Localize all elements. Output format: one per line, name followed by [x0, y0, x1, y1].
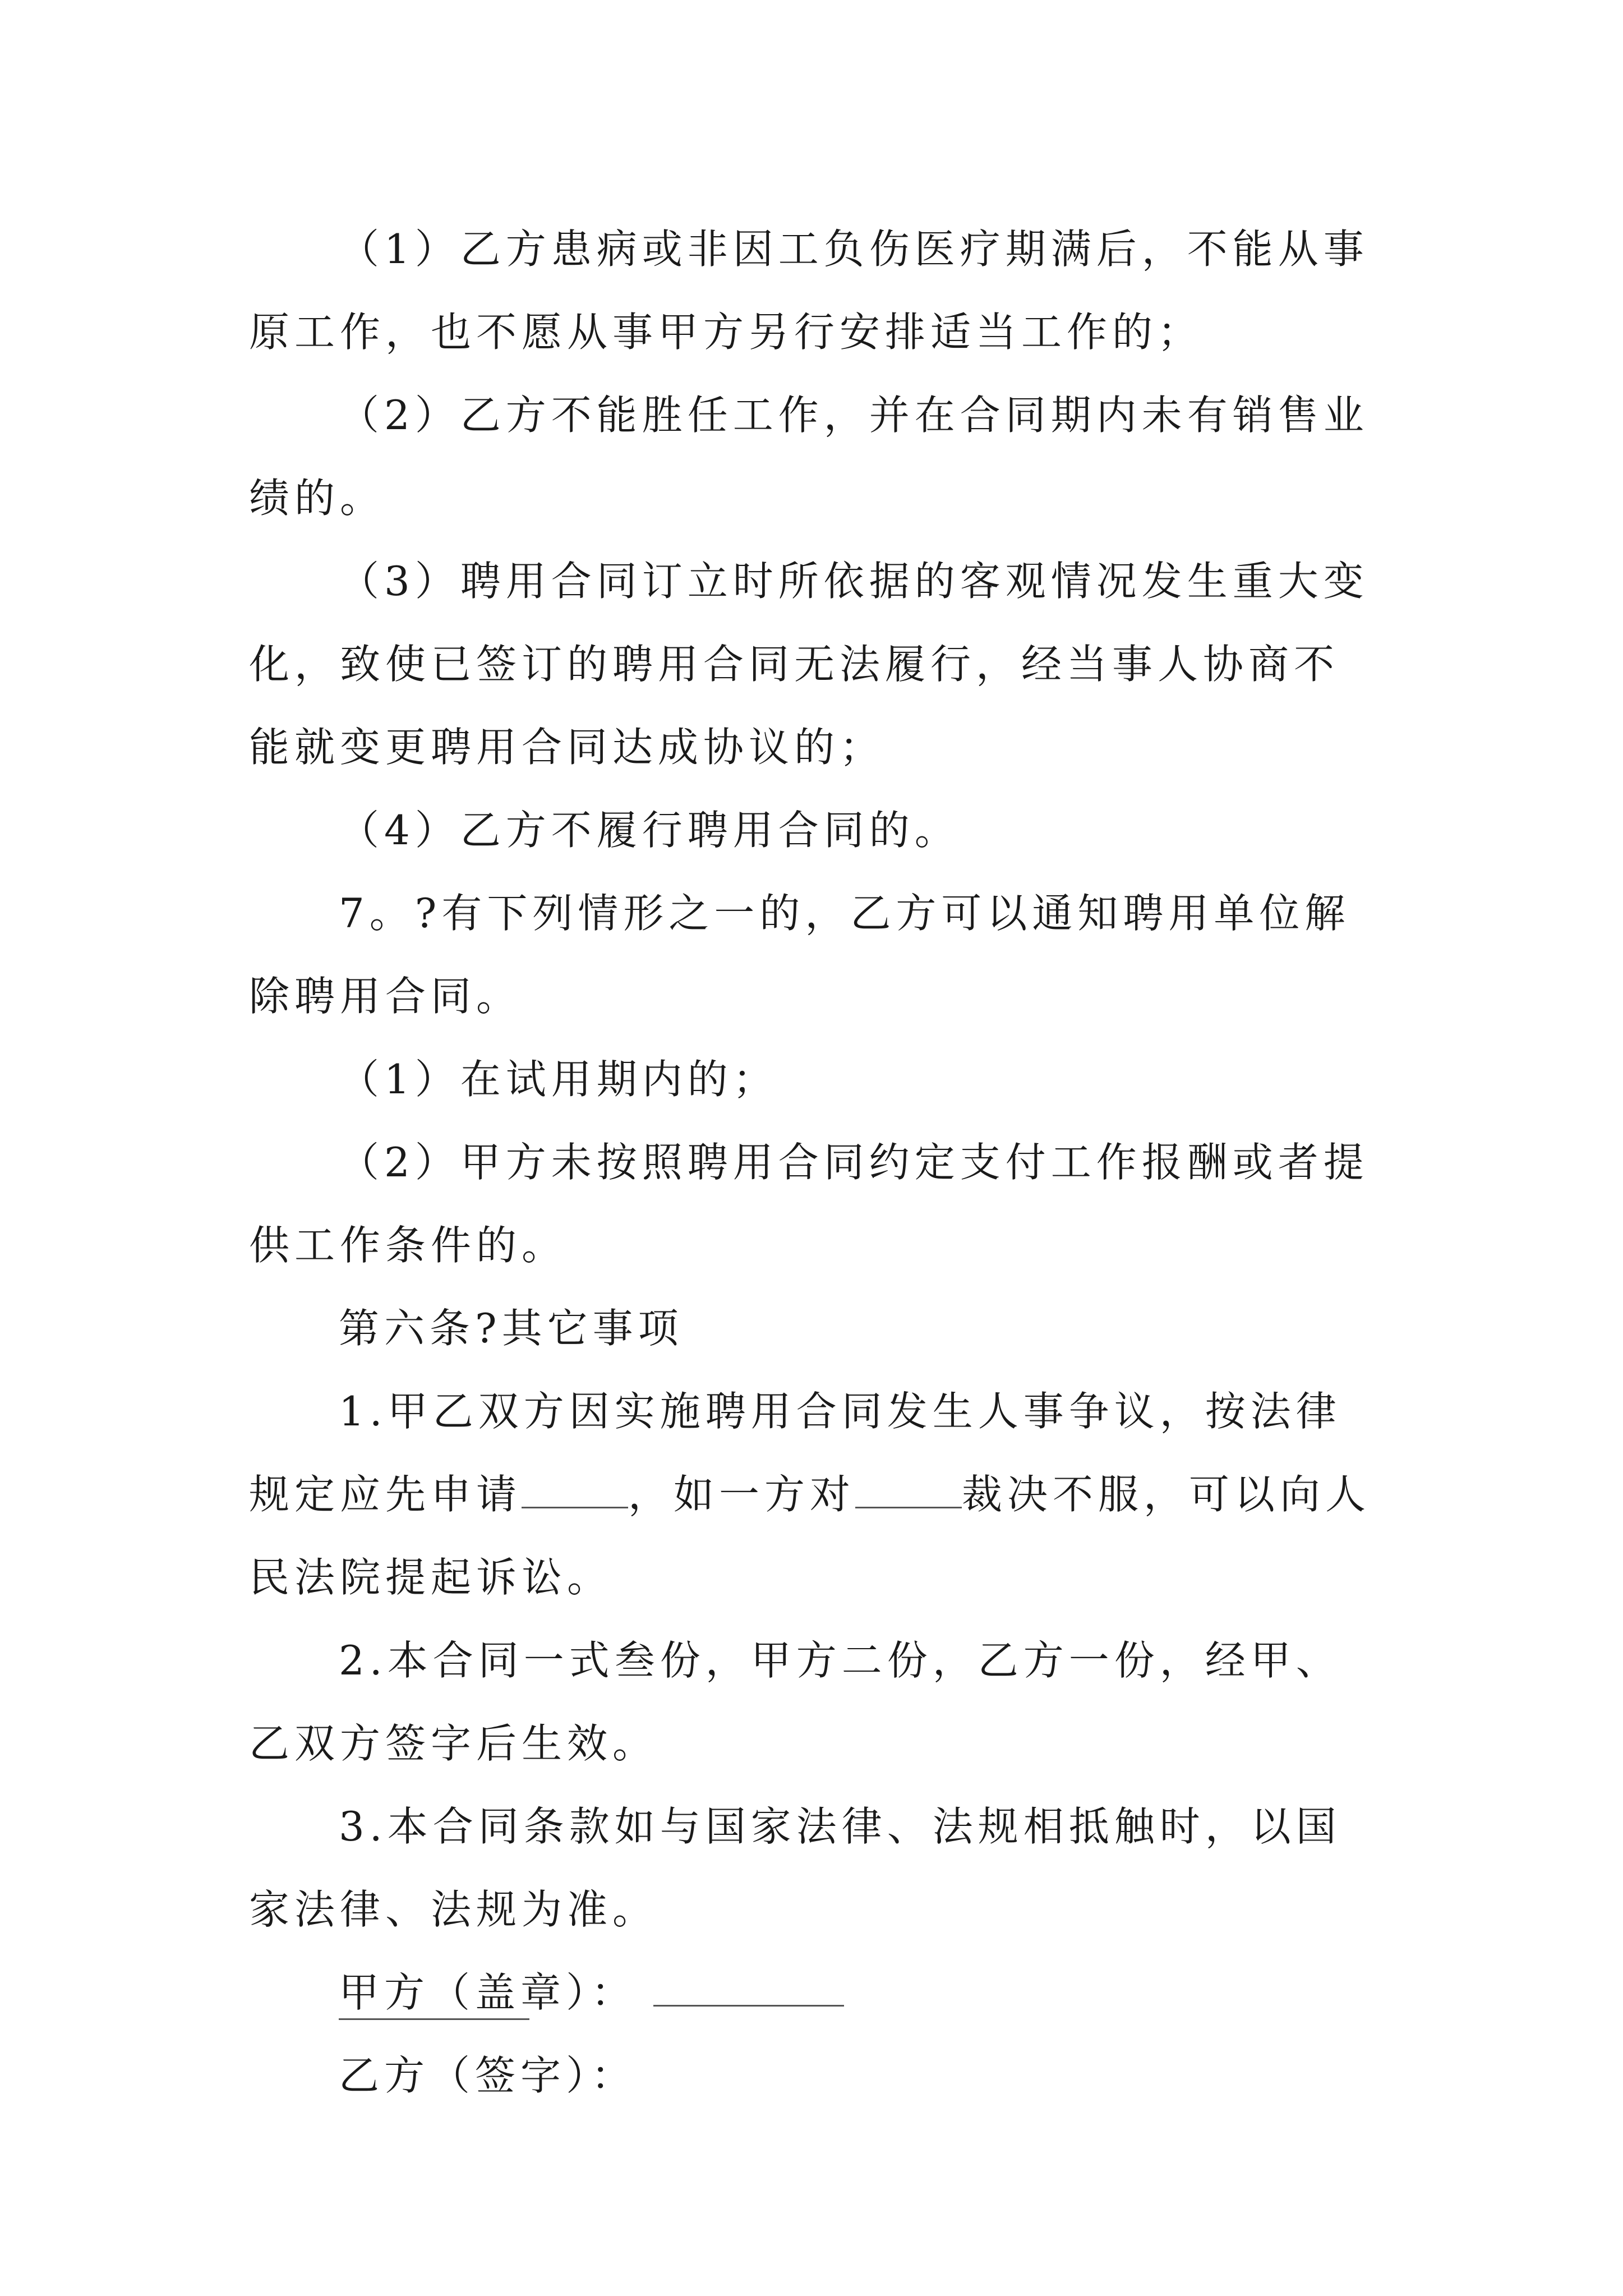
- party-a-label: 甲方（盖章）：: [339, 1969, 637, 2016]
- paragraph-termination-2: （2）乙方不能胜任工作，并在合同期内未有销售业绩的。: [249, 392, 1369, 522]
- document-body: [249, 208, 1376, 2117]
- paragraph-clause-7-item-1: （1）在试用期内的；: [339, 1056, 778, 1103]
- party-a-signature-row: [249, 1951, 1376, 2034]
- paragraph-clause-7-item-2: （2）甲方未按照聘用合同约定支付工作报酬或者提供工作条件的。: [249, 1139, 1369, 1269]
- party-b-label: 乙方（签字）：: [339, 2052, 637, 2099]
- blank-arbitration-body[interactable]: [522, 1474, 628, 1508]
- paragraph-copies: 2.本合同一式叁份，甲方二份，乙方一份，经甲、乙双方签字后生效。: [249, 1637, 1341, 1767]
- dispute-text-part1: 1.甲乙双方因实施聘用合同发生人事争议，按法律规定应先申请: [249, 1388, 1341, 1518]
- dispute-text-part3: 裁决不服，可以向人民法院提起诉讼。: [249, 1471, 1371, 1601]
- party-b-signature-row: [249, 2034, 1376, 2117]
- paragraph-termination-3: （3）聘用合同订立时所依据的客观情况发生重大变化，致使已签订的聘用合同无法履行，经当事人协商不能就变更聘用合同达成协议的；: [249, 558, 1369, 771]
- section-heading-article-6: 第六条?其它事项: [339, 1305, 684, 1352]
- party-a-seal-line[interactable]: [653, 1972, 844, 2007]
- paragraph-dispute-resolution: [249, 1370, 1376, 1619]
- dispute-text-part2: ，如一方对: [628, 1471, 856, 1518]
- paragraph-clause-7: 7。?有下列情形之一的，乙方可以通知聘用单位解除聘用合同。: [249, 890, 1350, 1020]
- paragraph-legal-precedence: 3.本合同条款如与国家法律、法规相抵触时，以国家法律、法规为准。: [249, 1803, 1341, 1933]
- paragraph-termination-1: （1）乙方患病或非因工负伤医疗期满后，不能从事原工作，也不愿从事甲方另行安排适当工作的；: [249, 226, 1369, 356]
- party-b-signature-line[interactable]: [339, 2018, 529, 2020]
- blank-arbitration-ruling[interactable]: [855, 1474, 962, 1508]
- paragraph-termination-4: （4）乙方不履行聘用合同的。: [339, 807, 960, 854]
